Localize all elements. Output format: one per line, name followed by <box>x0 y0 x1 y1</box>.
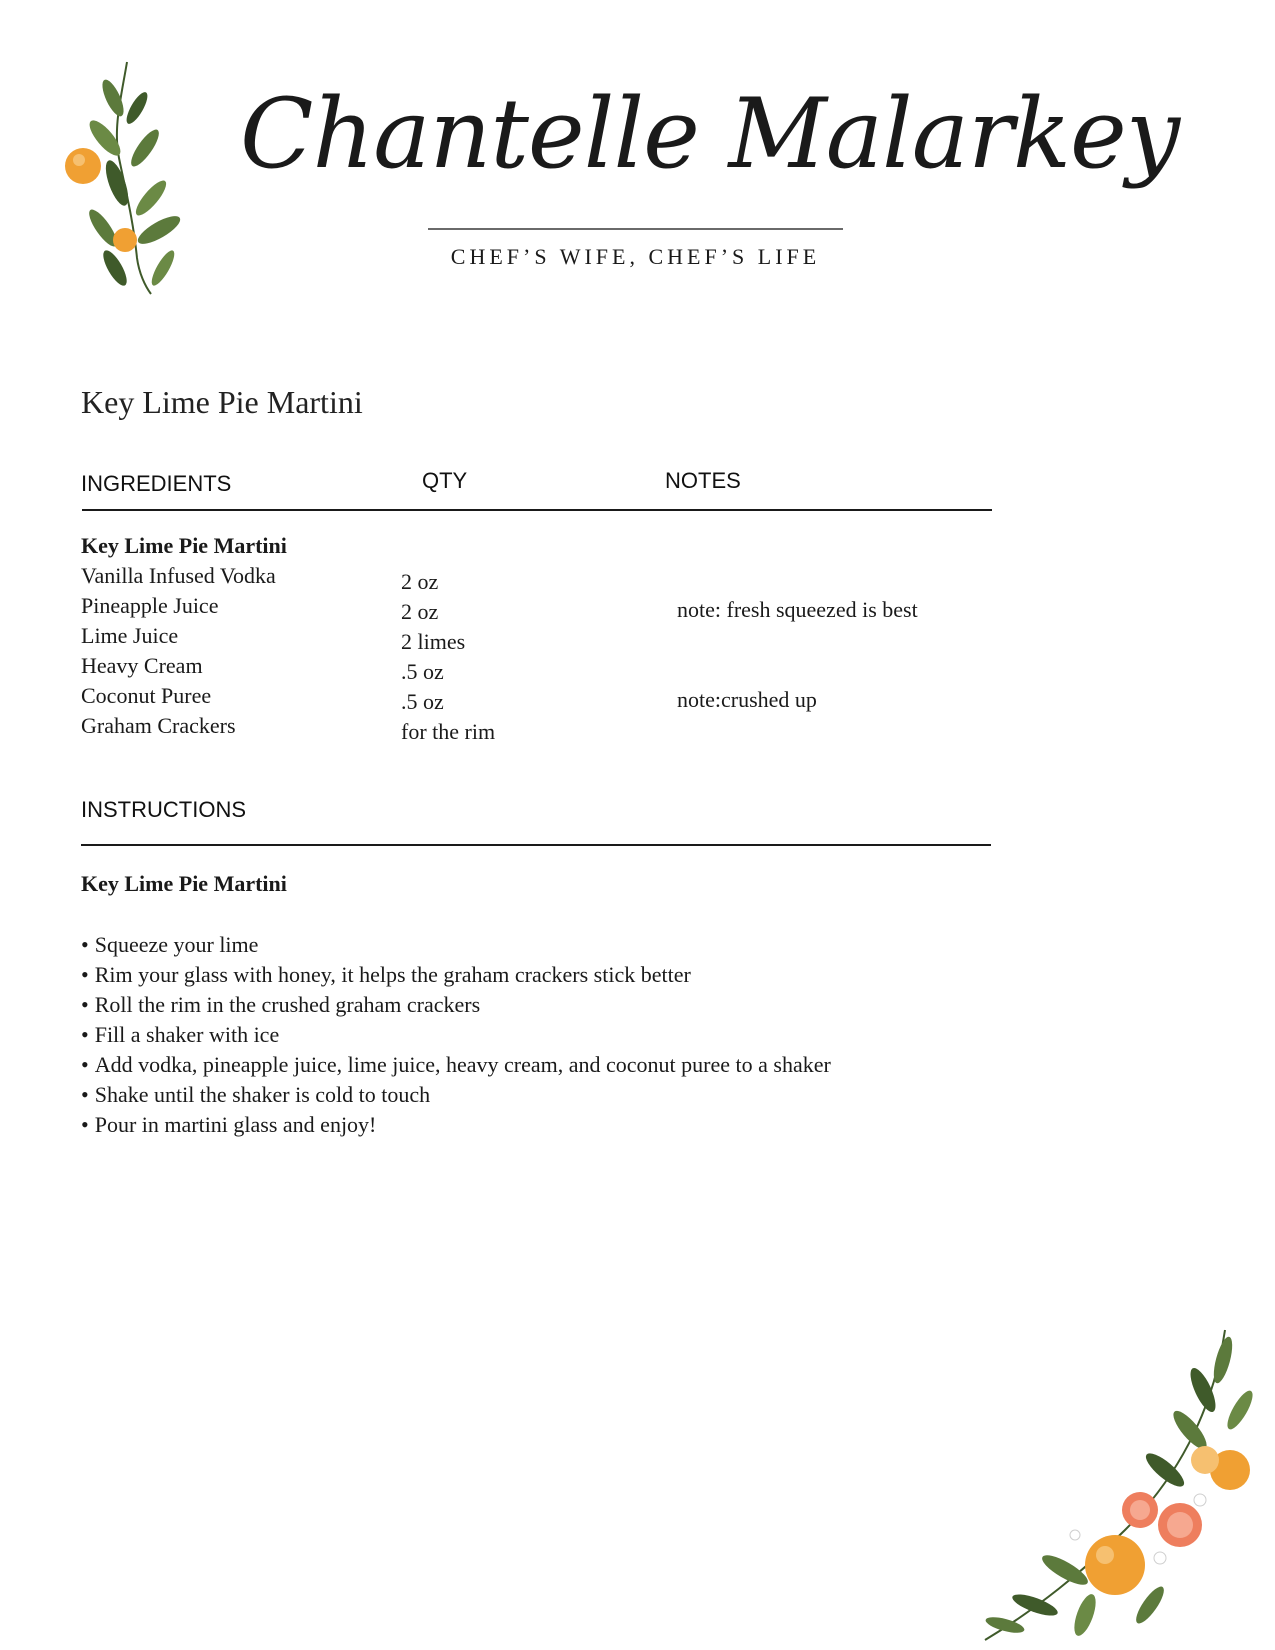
citrus-corner-illustration <box>975 1320 1275 1650</box>
ingredient-list <box>81 531 287 741</box>
instructions-divider <box>81 844 991 846</box>
instruction-step: • Fill a shaker with ice <box>81 1020 831 1050</box>
brand-name: Chantelle Malarkey <box>240 78 1180 190</box>
ingredient-qty: 2 oz <box>401 599 439 624</box>
ingredient-name: Pineapple Juice <box>81 593 219 618</box>
brand-tagline: CHEF’S WIFE, CHEF’S LIFE <box>450 244 821 269</box>
ingredient-note: note:crushed up <box>677 687 817 712</box>
instruction-step: • Squeeze your lime <box>81 930 831 960</box>
recipe-title: Key Lime Pie Martini <box>81 384 363 420</box>
ingredient-name: Coconut Puree <box>81 683 212 708</box>
qty-header: QTY <box>422 468 468 493</box>
ingredient-qty: 2 oz <box>401 569 439 594</box>
ingredient-qty: .5 oz <box>401 659 444 684</box>
instructions-header: INSTRUCTIONS <box>81 797 246 822</box>
ingredient-qty: for the rim <box>401 719 496 744</box>
ingredient-qty: 2 limes <box>401 629 466 654</box>
instruction-step: • Roll the rim in the crushed graham crackers <box>81 990 831 1020</box>
instruction-step: • Shake until the shaker is cold to touch <box>81 1080 831 1110</box>
ingredient-name: Lime Juice <box>81 623 179 648</box>
instruction-step: • Rim your glass with honey, it helps the graham crackers stick better <box>81 960 831 990</box>
ingredient-name: Vanilla Infused Vodka <box>81 563 276 588</box>
instruction-step: • Pour in martini glass and enjoy! <box>81 1110 831 1140</box>
quantity-list <box>401 567 495 747</box>
instruction-step: • Add vodka, pineapple juice, lime juice, heavy cream, and coconut puree to a shaker <box>81 1050 831 1080</box>
ingredient-name: Heavy Cream <box>81 653 203 678</box>
notes-header: NOTES <box>665 468 741 493</box>
ingredient-note: note: fresh squeezed is best <box>677 597 918 622</box>
orange-branch-illustration <box>55 58 195 298</box>
instructions-group-title: Key Lime Pie Martini <box>81 871 287 896</box>
ingredients-header: INGREDIENTS <box>81 471 232 496</box>
brand-divider <box>428 228 843 230</box>
ingredient-name: Graham Crackers <box>81 713 236 738</box>
ingredient-group-title: Key Lime Pie Martini <box>81 533 287 558</box>
ingredient-qty: .5 oz <box>401 689 444 714</box>
ingredients-divider <box>82 509 992 511</box>
instruction-steps <box>81 930 831 1140</box>
